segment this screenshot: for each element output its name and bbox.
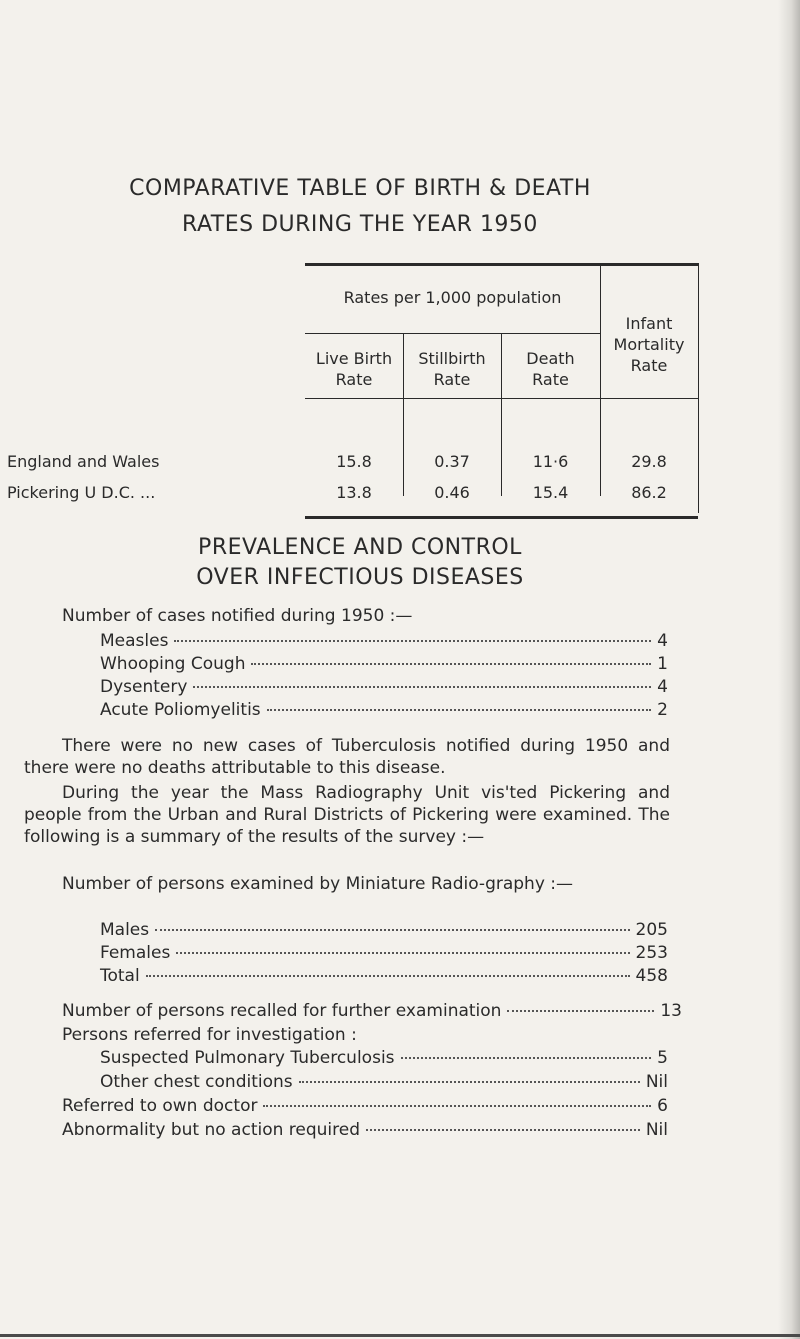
dot-leader <box>263 1105 651 1107</box>
list-item <box>100 920 668 940</box>
dot-leader <box>155 929 629 931</box>
dot-leader <box>401 1057 652 1059</box>
header-stillbirth-line2: Rate <box>433 370 471 389</box>
notified-intro: Number of cases notified during 1950 :— <box>62 606 413 626</box>
paragraph-examined-intro: Number of persons examined by Miniature Radio-graphy :— <box>62 874 574 894</box>
cell-live-birth: 15.8 <box>336 452 372 471</box>
referred-value: Nil <box>645 1072 668 1092</box>
notified-value: 1 <box>657 654 668 674</box>
abnormality-label: Abnormality but no action required <box>62 1120 361 1140</box>
dot-leader <box>366 1129 640 1131</box>
dot-leader <box>176 952 629 954</box>
table-top-rule <box>305 263 698 266</box>
examined-label: Total <box>100 966 140 986</box>
page-bottom-edge <box>0 1334 800 1337</box>
examined-value: 205 <box>635 920 668 940</box>
row-label-pickering: Pickering U D.C. ... <box>7 483 156 502</box>
examined-label: Males <box>100 920 150 940</box>
list-item <box>100 1048 668 1068</box>
dot-leader <box>267 709 652 711</box>
referred-label: Suspected Pulmonary Tuberculosis <box>100 1048 395 1068</box>
header-stillbirth-line1: Stillbirth <box>418 349 486 368</box>
header-death <box>501 348 600 390</box>
main-heading-line1: COMPARATIVE TABLE OF BIRTH & DEATH <box>129 176 591 201</box>
row-label-england-wales: England and Wales <box>7 452 160 471</box>
header-live-birth-line2: Rate <box>335 370 373 389</box>
recalled-label: Number of persons recalled for further examination <box>62 1001 502 1021</box>
notified-label: Whooping Cough <box>100 654 246 674</box>
list-item <box>100 677 668 697</box>
list-item <box>100 1072 668 1092</box>
list-item <box>100 966 668 986</box>
list-item <box>100 700 668 720</box>
list-item <box>100 943 668 963</box>
notified-value: 2 <box>657 700 668 720</box>
cell-stillbirth: 0.37 <box>434 452 470 471</box>
cell-death: 11·6 <box>532 452 569 471</box>
recalled-value: 13 <box>660 1001 682 1021</box>
notified-label: Acute Poliomyelitis <box>100 700 261 720</box>
paragraph-tuberculosis: There were no new cases of Tuberculosis notified during 1950 and there were no deaths attributable to this disease. <box>24 736 670 778</box>
referred-intro: Persons referred for investigation : <box>62 1025 357 1045</box>
header-infant-line3: Rate <box>630 356 668 375</box>
main-heading-line2: RATES DURING THE YEAR 1950 <box>182 212 538 237</box>
header-death-line1: Death <box>526 349 575 368</box>
examined-value: 458 <box>635 966 668 986</box>
own-doctor-label: Referred to own doctor <box>62 1096 258 1116</box>
dot-leader <box>146 975 630 977</box>
cell-stillbirth: 0.46 <box>434 483 470 502</box>
dot-leader <box>507 1010 654 1012</box>
list-item <box>100 654 668 674</box>
notified-value: 4 <box>657 677 668 697</box>
own-doctor-value: 6 <box>657 1096 668 1116</box>
paragraph-survey: During the year the Mass Radiography Unit vis'ted Pickering and people from the Urban and Rural Districts of Pickering were examined. The following is a summary of the results of the survey :— <box>24 783 670 847</box>
header-infant-mortality <box>600 313 698 376</box>
cell-infant-mortality: 86.2 <box>631 483 667 502</box>
group-header: Rates per 1,000 population <box>343 288 562 307</box>
referred-value: 5 <box>657 1048 668 1068</box>
header-infant-line1: Infant <box>625 314 673 333</box>
notified-label: Dysentery <box>100 677 188 697</box>
list-item <box>62 1001 682 1021</box>
section-heading-line2: OVER INFECTIOUS DISEASES <box>196 565 524 590</box>
examined-value: 253 <box>635 943 668 963</box>
section-heading-line1: PREVALENCE AND CONTROL <box>198 535 522 560</box>
abnormality-value: Nil <box>645 1120 668 1140</box>
cell-live-birth: 13.8 <box>336 483 372 502</box>
header-stillbirth <box>403 348 501 390</box>
header-live-birth <box>305 348 403 390</box>
header-death-line2: Rate <box>532 370 569 389</box>
dot-leader <box>174 640 651 642</box>
cell-death: 15.4 <box>532 483 569 502</box>
examined-label: Females <box>100 943 171 963</box>
referred-label: Other chest conditions <box>100 1072 293 1092</box>
table-bottom-rule <box>305 516 698 519</box>
list-item <box>62 1096 668 1116</box>
header-live-birth-line1: Live Birth <box>315 349 393 368</box>
cell-infant-mortality: 29.8 <box>631 452 667 471</box>
dot-leader <box>251 663 651 665</box>
table-group-rule <box>305 333 600 334</box>
page-edge-shadow <box>778 0 800 1339</box>
list-item <box>62 1120 668 1140</box>
notified-value: 4 <box>657 631 668 651</box>
notified-label: Measles <box>100 631 169 651</box>
list-item <box>100 631 668 651</box>
header-infant-line2: Mortality <box>613 335 685 354</box>
dot-leader <box>299 1081 640 1083</box>
dot-leader <box>193 686 651 688</box>
table-vline-right <box>698 263 699 513</box>
